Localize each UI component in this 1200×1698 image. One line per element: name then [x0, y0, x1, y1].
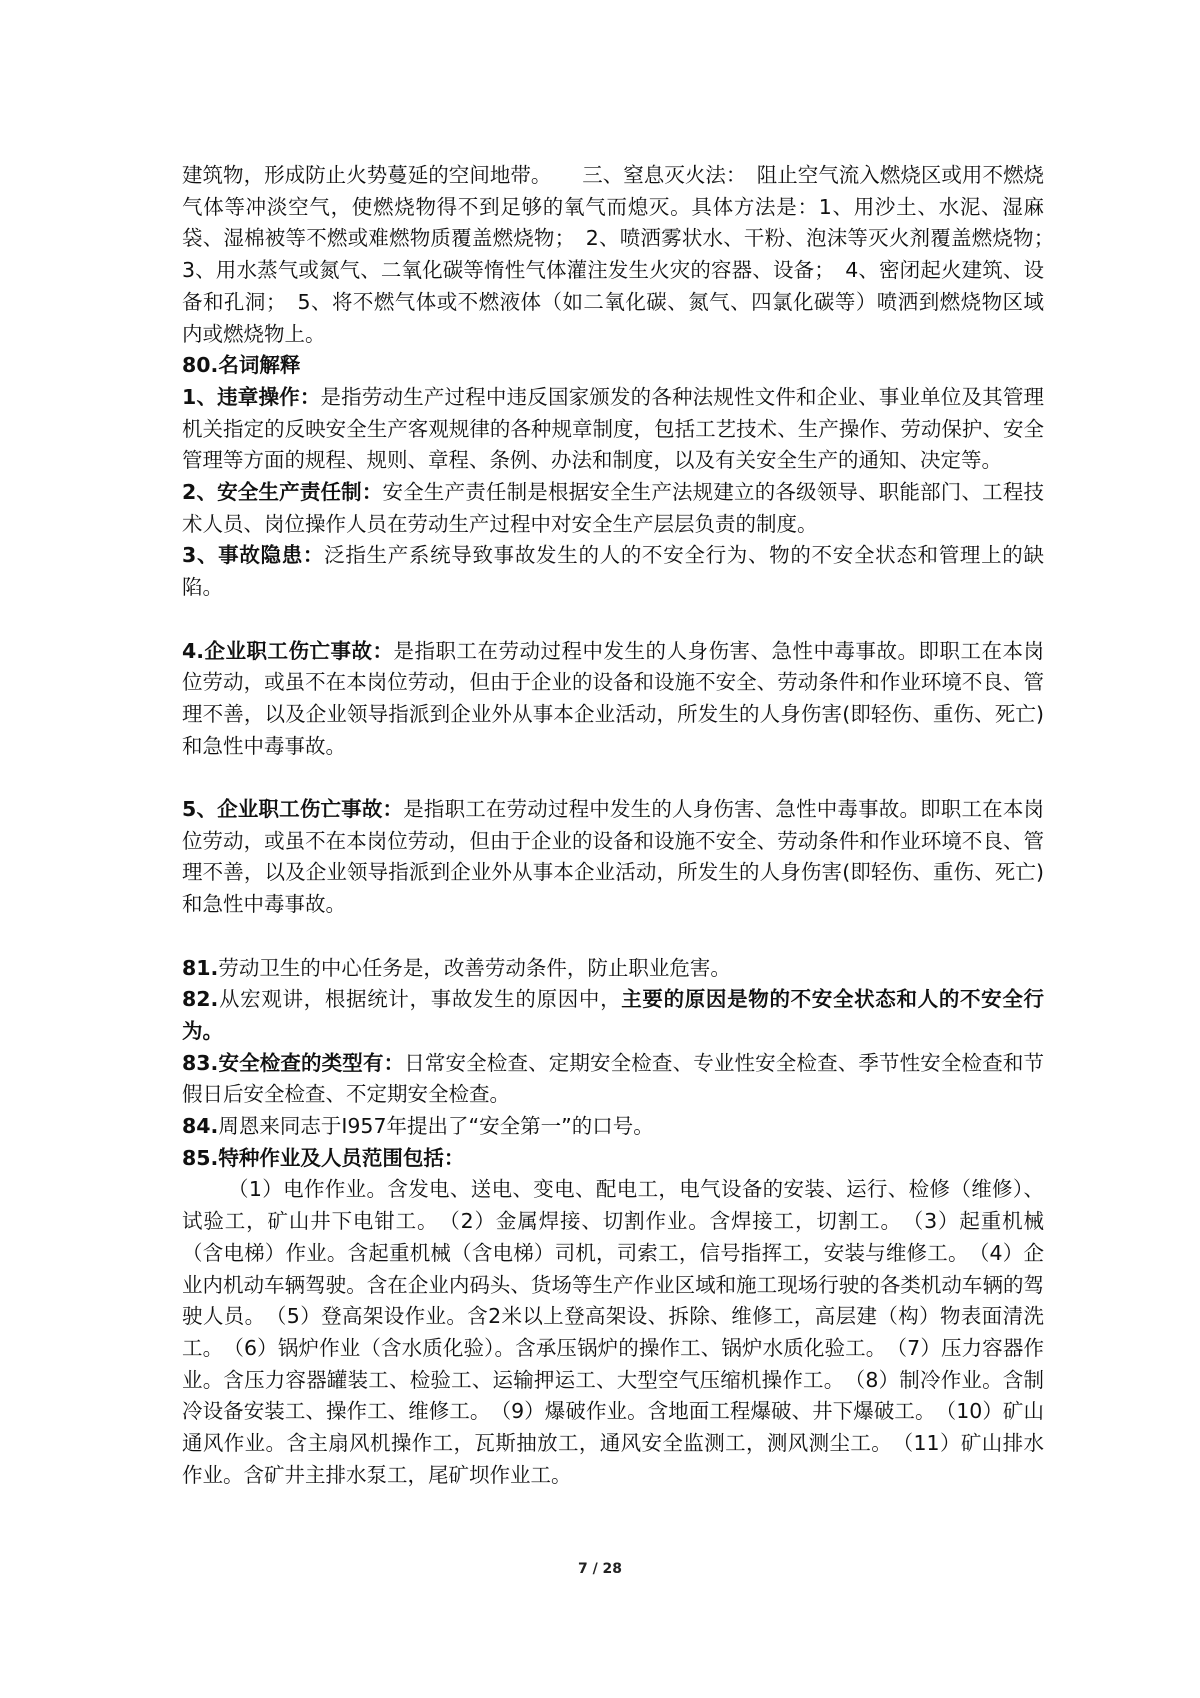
term-text: 是指职工在劳动过程中发生的人身伤害、急性中毒事故。即职工在本岗位劳动，或虽不在本岗位劳动，但由于企业的设备和设施不安全、劳动条件和作业环境不良、管理不善，以及企业领导指派到企业外从事本企业活动，所发生的人身伤害(即轻伤、重伤、死亡)和急性中毒事故。 [182, 638, 1044, 758]
item-bold-text: 主要的原因是物的不安全状态和人的不安全行为。 [182, 987, 1044, 1043]
term-accident-hazard [182, 540, 1044, 603]
item-number: 82. [182, 987, 219, 1012]
term-violation-operation [182, 382, 1044, 477]
item-84 [182, 1111, 1044, 1143]
spacer [182, 762, 1044, 794]
item-label: 83.安全检查的类型有： [182, 1050, 405, 1075]
term-text: 安全生产责任制是根据安全生产法规建立的各级领导、职能部门、工程技术人员、岗位操作人员在劳动生产过程中对安全生产层层负责的制度。 [182, 480, 1044, 536]
item-text: 日常安全检查、定期安全检查、专业性安全检查、季节性安全检查和节假日后安全检查、不定期安全检查。 [182, 1050, 1044, 1107]
item-text: 劳动卫生的中心任务是，改善劳动条件，防止职业危害。 [218, 955, 731, 980]
term-employee-casualty-4 [182, 636, 1044, 763]
term-label: 2、安全生产责任制： [182, 480, 383, 505]
item-85-special-operations: （1）电作作业。含发电、送电、变电、配电工，电气设备的安装、运行、检修（维修）、试验工，矿山井下电钳工。 （2）金属焊接、切割作业。含焊接工，切割工。 （3）起重机械（含电梯）作业。含起重机械（含电梯）司机，司索工，信号指挥工，安装与维修工。 （4）企业内机动车辆驾驶。含在企业内码头、货场等生产作业区域和施工现场行驶的各类机动车辆的驾驶人员。 （5）登高架设作业。含2米以上登高架设、拆除、维修工，高层建（构）物表面清洗工。 （6）锅炉作业（含水质化验）。含承压锅炉的操作工、锅炉水质化验工。 （7）压力容器作业。含压力容器罐装工、检验工、运输押运工、大型空气压缩机操作工。 （8）制冷作业。含制冷设备安装工、操作工、维修工。 （9）爆破作业。含地面工程爆破、井下爆破工。 （10）矿山通风作业。含主扇风机操作工，瓦斯抽放工，通风安全监测工，测风测尘工。 （11）矿山排水作业。含矿井主排水泵工，尾矿坝作业工。 [182, 1177, 1044, 1487]
term-label: 5、企业职工伤亡事故： [182, 797, 404, 822]
item-text: 周恩来同志于I957年提出了“安全第一”的口号。 [218, 1114, 654, 1139]
item-85-heading: 85.特种作业及人员范围包括： [182, 1145, 465, 1170]
term-label: 3、事故隐患： [182, 543, 325, 568]
term-text: 泛指生产系统导致事故发生的人的不安全行为、物的不安全状态和管理上的缺陷。 [182, 543, 1045, 600]
spacer [182, 604, 1044, 636]
term-label: 1、违章操作： [182, 384, 321, 409]
item-number: 84. [182, 1114, 219, 1139]
item-number: 81. [182, 955, 219, 980]
item-82 [182, 984, 1044, 1047]
term-employee-casualty-5 [182, 794, 1044, 921]
heading-80-term-definitions: 80.名词解释 [182, 353, 301, 378]
page-content [182, 160, 1065, 1491]
item-83 [182, 1048, 1044, 1111]
term-text: 是指劳动生产过程中违反国家颁发的各种法规性文件和企业、事业单位及其管理机关指定的反映安全生产客观规律的各种规章制度，包括工艺技术、生产操作、劳动保护、安全管理等方面的规程、规则、章程、条例、办法和制度，以及有关安全生产的通知、决定等。 [182, 384, 1044, 473]
term-safety-responsibility-system [182, 477, 1044, 540]
spacer [182, 921, 1044, 953]
term-label: 4.企业职工伤亡事故： [182, 638, 394, 663]
item-text: 从宏观讲，根据统计，事故发生的原因中， [218, 987, 622, 1012]
page-number: 7 / 28 [577, 1561, 623, 1577]
term-text: 是指职工在劳动过程中发生的人身伤害、急性中毒事故。即职工在本岗位劳动，或虽不在本岗位劳动，但由于企业的设备和设施不安全、劳动条件和作业环境不良、管理不善，以及企业领导指派到企业外从事本企业活动，所发生的人身伤害(即轻伤、重伤、死亡)和急性中毒事故。 [182, 797, 1045, 917]
paragraph-fire-extinguishing: 建筑物，形成防止火势蔓延的空间地带。 三、窒息灭火法： 阻止空气流入燃烧区或用不燃烧气体等冲淡空气，使燃烧物得不到足够的氧气而熄灭。具体方法是：1、用沙土、水泥、湿麻袋、湿棉被等不燃或难燃物质覆盖燃烧物； 2、喷洒雾状水、干粉、泡沫等灭火剂覆盖燃烧物； 3、用水蒸气或氮气、二氧化碳等惰性气体灌注发生火灾的容器、设备； 4、密闭起火建筑、设备和孔洞； 5、将不燃气体或不燃液体（如二氧化碳、氮气、四氯化碳等）喷洒到燃烧物区域内或燃烧物上。 [182, 163, 1065, 346]
item-81 [182, 953, 1044, 985]
